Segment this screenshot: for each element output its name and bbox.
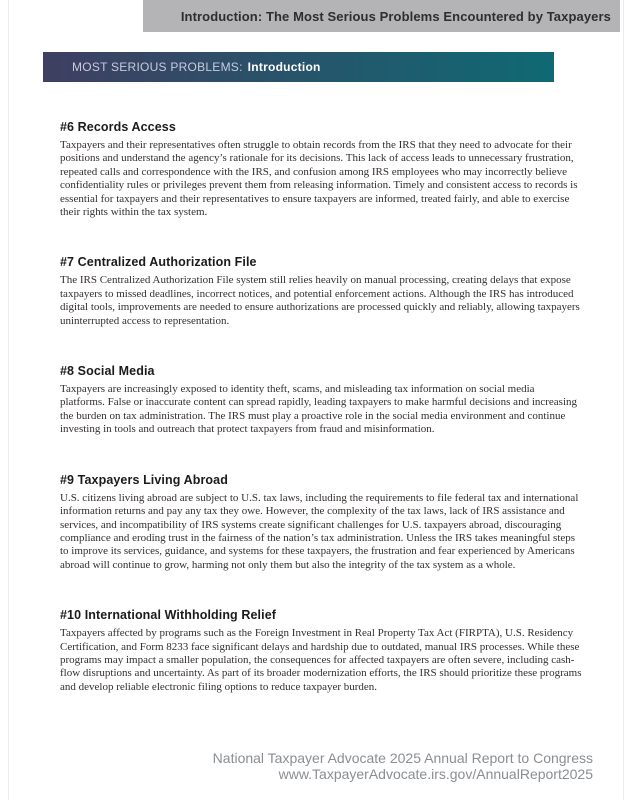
section-body: Taxpayers are increasingly exposed to identity theft, scams, and misleading tax information on social media platforms. False or inaccurate content can spread rapidly, leading taxpayers to make harmful decisions and increasing the burden on tax administration. The IRS must play a proactive role in the social media environment and continue investing in tools and outreach that protect taxpayers from fraud and misinformation. (60, 383, 578, 436)
msp-banner-title: Introduction (247, 60, 321, 74)
document-section-tab-title: Introduction: The Most Serious Problems Encountered by Taxpayers (180, 8, 611, 24)
footer-report-title: National Taxpayer Advocate 2025 Annual Report to Congress (212, 750, 593, 766)
document-section-tab (143, 0, 620, 32)
section-body: Taxpayers and their representatives often struggle to obtain records from the IRS that they need to advocate for their positions and understand the agency’s rationale for its decisions. This lack of access leads to unnecessary frustration, repeated calls and correspondence with the IRS, and confusion among IRS employees who may incorrectly believe confidentiality rules or privileges prevent them from releasing information. Timely and consistent access to records is essential for taxpayers and their representatives to ensure taxpayers are informed, treated fairly, and able to exercise their rights within the tax system. (60, 139, 578, 219)
sections-container (60, 120, 582, 730)
section-body: U.S. citizens living abroad are subject to U.S. tax laws, including the requirements to file federal tax and international information returns and pay any tax they owe. However, the complexity of the tax laws, lack of IRS assistance and services, and incompatibility of IRS systems create significant challenges for U.S. taxpayers abroad, discouraging compliance and eroding trust in the fairness of the nation’s tax administration. Unless the IRS takes meaningful steps to improve its services, guidance, and systems for these taxpayers, the frustration and fear experienced by Americans abroad will continue to grow, harming not only them but also the integrity of the tax system as a whole. (60, 491, 579, 571)
section-heading: #10 International Withholding Relief (60, 608, 277, 623)
page-right-edge (623, 0, 624, 800)
msp-banner (43, 52, 554, 82)
problem-section (60, 608, 582, 694)
page-left-edge (8, 0, 9, 800)
section-heading: #6 Records Access (60, 120, 176, 134)
section-heading: #7 Centralized Authorization File (60, 255, 257, 270)
footer-url: www.TaxpayerAdvocate.irs.gov/AnnualReport2025 (278, 765, 593, 782)
problem-section (60, 120, 582, 219)
section-heading: #8 Social Media (60, 364, 155, 379)
problem-section (60, 364, 582, 437)
section-body: The IRS Centralized Authorization File system still relies heavily on manual processing, creating delays that expose taxpayers to missed deadlines, incorrect notices, and potential enforcement actions. Although the IRS has introduced digital tools, improvements are needed to ensure authorizations are processed quickly and reliably, allowing taxpayers uninterrupted access to representation. (60, 274, 580, 327)
problem-section (60, 473, 582, 572)
page-footer (213, 751, 593, 782)
msp-banner-label: MOST SERIOUS PROBLEMS: (72, 60, 243, 74)
problem-section (60, 255, 582, 328)
section-heading: #9 Taxpayers Living Abroad (60, 472, 228, 487)
section-body: Taxpayers affected by programs such as the Foreign Investment in Real Property Tax Act (FIRPTA), U.S. Residency Certification, and Form 8233 face significant delays and hardship due to outdated, manual IRS processes. While these programs may impact a smaller population, the consequences for affected taxpayers are often severe, including cash-flow disruptions and uncertainty. As part of its broader modernization efforts, the IRS should prioritize these programs and develop reliable electronic filing options to reduce taxpayer burden. (60, 627, 582, 693)
